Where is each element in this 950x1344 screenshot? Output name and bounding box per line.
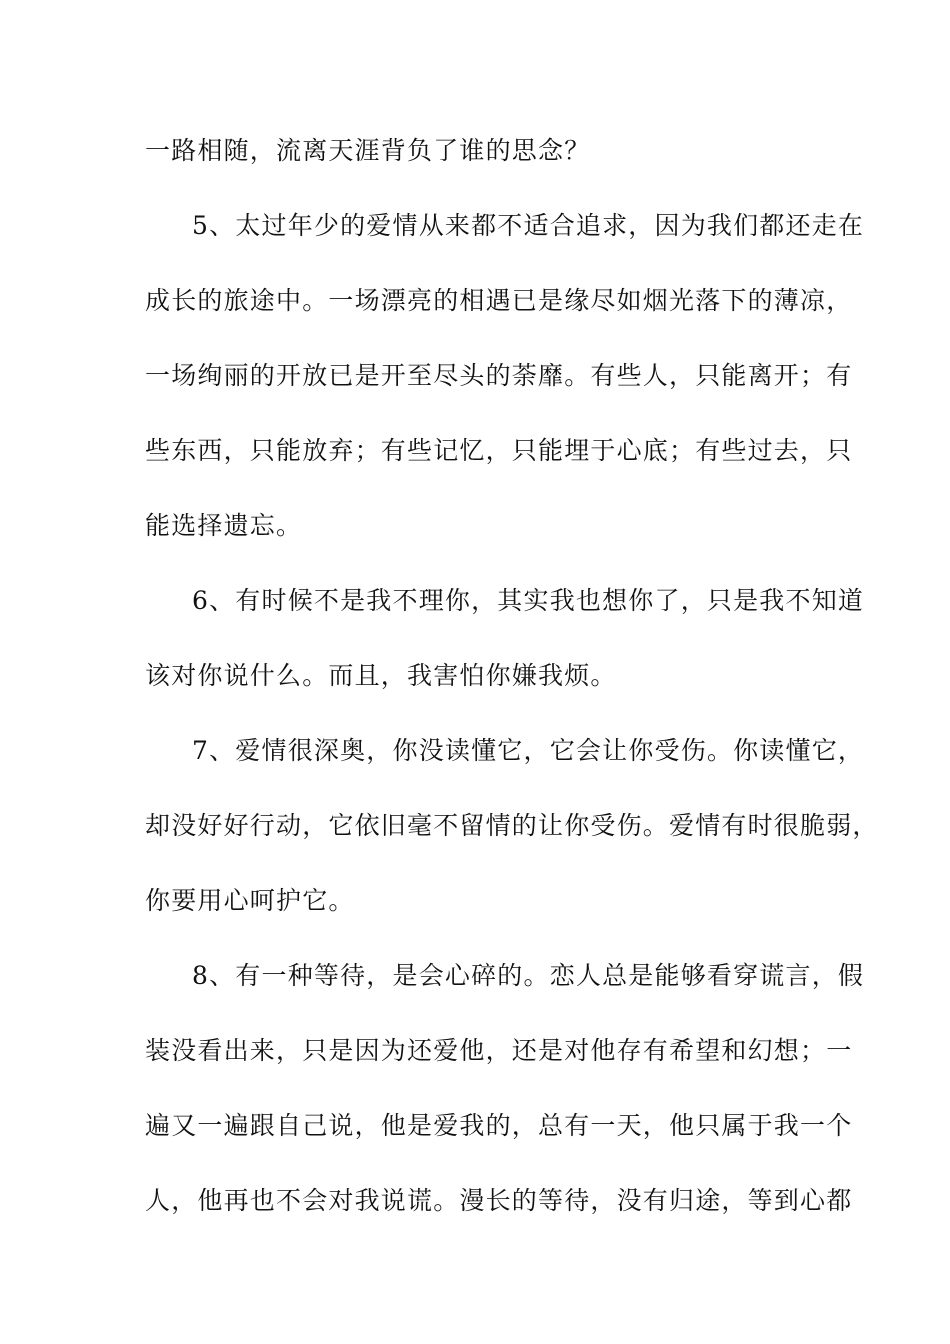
text-line: 成长的旅途中。一场漂亮的相遇已是缘尽如烟光落下的薄凉， — [145, 286, 853, 315]
text-line: 些东西，只能放弃；有些记忆，只能埋于心底；有些过去，只 — [145, 436, 853, 465]
text-line: 一场绚丽的开放已是开至尽头的荼靡。有些人，只能离开；有 — [145, 361, 853, 390]
text-line: 能选择遗忘。 — [145, 511, 303, 540]
text-line: 却没好好行动，它依旧毫不留情的让你受伤。爱情有时很脆弱， — [145, 811, 879, 840]
text-line: 人，他再也不会对我说谎。漫长的等待，没有归途，等到心都 — [145, 1186, 853, 1215]
text-line: 该对你说什么。而且，我害怕你嫌我烦。 — [145, 661, 617, 690]
text-line: 你要用心呵护它。 — [145, 886, 355, 915]
paragraph-7-start: 7、爱情很深奥，你没读懂它，它会让你受伤。你读懂它， — [192, 736, 865, 765]
paragraph-5-start: 5、太过年少的爱情从来都不适合追求，因为我们都还走在 — [192, 211, 865, 240]
paragraph-8-start: 8、有一种等待，是会心碎的。恋人总是能够看穿谎言，假 — [192, 961, 865, 990]
text-line: 一路相随，流离天涯背负了谁的思念？ — [145, 136, 591, 165]
paragraph-6-start: 6、有时候不是我不理你，其实我也想你了，只是我不知道 — [192, 586, 865, 615]
text-line: 装没看出来，只是因为还爱他，还是对他存有希望和幻想；一 — [145, 1036, 853, 1065]
text-line: 遍又一遍跟自己说，他是爱我的，总有一天，他只属于我一个 — [145, 1111, 853, 1140]
